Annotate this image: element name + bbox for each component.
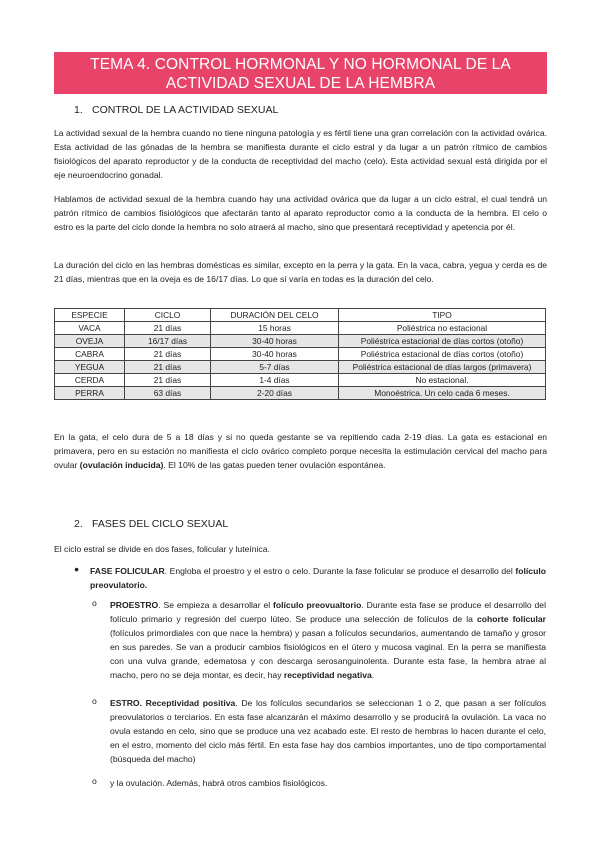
sub1-text-f: (folículos primordiales con que nace la hembra) y pasan a folículos secundarios, aumentando de tamaño y grosor en sus paredes. Se van a producir cambios fisiológicos en el útero y mucosa vaginal. En la perra se manifiesta con una vulva grande, edematosa y con descarga serosanguinolenta. Durante esta fase, la hembra atrae al macho, pero no se deja montar, es decir, hay xyxy=(110,628,546,680)
bullet1-bold-c: folículo preovulatorio. xyxy=(90,566,546,590)
header-duracion: DURACIÓN DEL CELO xyxy=(211,309,339,322)
title-line-2: ACTIVIDAD SEXUAL DE LA HEMBRA xyxy=(165,75,436,92)
circle-bullet-icon: o xyxy=(92,598,97,608)
table-cell: Poliéstrica no estacional xyxy=(339,322,546,335)
table-cell: 21 días xyxy=(125,348,211,361)
table-cell: 5-7 días xyxy=(211,361,339,374)
table-cell: PERRA xyxy=(55,387,125,400)
table-row xyxy=(55,335,546,348)
table-row xyxy=(55,348,546,361)
bullet-icon: ● xyxy=(74,564,80,574)
bullet-fase-folicular xyxy=(90,564,546,592)
section-1-number: 1. xyxy=(74,104,83,116)
bullet1-text: . Engloba el proestro y el estro o celo. Durante la fase folicular se produce el desarrollo del xyxy=(164,566,516,576)
table-row xyxy=(55,387,546,400)
p4-text-c: . El 10% de las gatas pueden tener ovulación espontánea. xyxy=(163,460,386,470)
paragraph-4 xyxy=(54,430,547,472)
table-cell: 21 días xyxy=(125,361,211,374)
paragraph-5: El ciclo estral se divide en dos fases, folicular y luteínica. xyxy=(54,544,270,554)
table-cell: 63 días xyxy=(125,387,211,400)
circle-bullet-icon: o xyxy=(92,696,97,706)
circle-bullet-icon: o xyxy=(92,776,97,786)
table-row xyxy=(55,374,546,387)
page-title xyxy=(54,52,547,94)
sub2-text-b: . De los folículos secundarios se seleccionan 1 o 2, que pasan a ser folículos preovulatorios o terciarios. En esta fase alcanzarán el máximo desarrollo y se producirá la ovulación. La vaca no ovula estando en celo, sino que se produce una vez acabado este. El resto de hembras lo hacen durante el celo, en el estro, momento del ciclo más fértil. En esta fase hay dos cambios importantes, uno de tipo comportamental (búsqueda del macho) xyxy=(110,698,546,764)
sub1-bold-g: receptividad negativa xyxy=(283,670,372,680)
table-cell: 15 horas xyxy=(211,322,339,335)
species-table xyxy=(54,308,546,400)
p4-text-a: En la gata, el celo dura de 5 a 18 días y si no queda gestante se va repitiendo cada 2-19 días. La gata es estacional en primavera, pero en su estación no manifiesta el ciclo ovárico completo porque necesita la estimulación cervical del macho para ovular xyxy=(54,432,547,470)
section-2-heading xyxy=(74,518,228,530)
sub1-bold-c: folículo preovualtorio xyxy=(273,600,362,610)
table-cell: 21 días xyxy=(125,322,211,335)
table-cell: CERDA xyxy=(55,374,125,387)
section-1-heading xyxy=(74,104,278,116)
table-cell: 30-40 horas xyxy=(211,348,339,361)
table-cell: OVEJA xyxy=(55,335,125,348)
sub-item-proestro xyxy=(110,598,546,682)
paragraph-3: La duración del ciclo en las hembras domésticas es similar, excepto en la perra y la gata. En la vaca, cabra, yegua y cerda es de 21 días, mientras que en la oveja es de 16/17 días. Lo que sí varía en todas es la duración del celo. xyxy=(54,260,547,284)
table-cell: 21 días xyxy=(125,374,211,387)
sub1-text-h: . xyxy=(371,670,375,680)
sub-item-estro xyxy=(110,696,546,766)
section-1-title: CONTROL DE LA ACTIVIDAD SEXUAL xyxy=(92,104,279,116)
table-row xyxy=(55,361,546,374)
header-especie: ESPECIE xyxy=(55,309,125,322)
table-cell: Poliéstrica estacional de días largos (primavera) xyxy=(339,361,546,374)
p4-bold: (ovulación inducida) xyxy=(79,460,164,470)
table-cell: Poliéstrica estacional de días cortos (otoño) xyxy=(339,348,546,361)
table-header-row xyxy=(55,309,546,322)
title-line-1: TEMA 4. CONTROL HORMONAL Y NO HORMONAL DE LA xyxy=(90,56,511,73)
table-cell: Poliéstrica estacional de días cortos (otoño) xyxy=(339,335,546,348)
header-ciclo: CICLO xyxy=(125,309,211,322)
bullet1-bold-a: FASE FOLICULAR xyxy=(90,566,165,576)
sub1-bold-a: PROESTRO xyxy=(110,600,159,610)
sub-item-ovulacion: y la ovulación. Además, habrá otros cambios fisiológicos. xyxy=(110,778,328,788)
table-cell: 2-20 días xyxy=(211,387,339,400)
paragraph-2: Hablamos de actividad sexual de la hembra cuando hay una actividad ovárica que da lugar a un ciclo estral, el cual tendrá un patrón rítmico de cambios fisiológicos que afectarán tanto al aparato reproductor como a la conducta de la hembra. El celo o estro es la parte del ciclo donde la hembra no solo atraerá al macho, sino que presentará receptividad y apetencia por él. xyxy=(54,194,547,232)
table-cell: YEGUA xyxy=(55,361,125,374)
table-cell: CABRA xyxy=(55,348,125,361)
section-2-title: FASES DEL CICLO SEXUAL xyxy=(92,518,229,530)
table-cell: No estacional. xyxy=(339,374,546,387)
table-cell: Monoéstrica. Un celo cada 6 meses. xyxy=(339,387,546,400)
sub1-text-b: . Se empieza a desarrollar el xyxy=(158,600,274,610)
section-2-number: 2. xyxy=(74,518,83,530)
table-row xyxy=(55,322,546,335)
sub1-bold-e: cohorte folicular xyxy=(477,614,546,624)
sub2-bold-a: ESTRO. Receptividad positiva xyxy=(110,698,236,708)
table-cell: 30-40 horas xyxy=(211,335,339,348)
sub1-text-d: . Durante esta fase se produce el desarrollo del folículo primario y regresión del cuerpo lúteo. Se produce una selección de folículos de la xyxy=(110,600,546,624)
table-cell: 16/17 días xyxy=(125,335,211,348)
table-cell: VACA xyxy=(55,322,125,335)
table-cell: 1-4 días xyxy=(211,374,339,387)
paragraph-1: La actividad sexual de la hembra cuando no tiene ninguna patología y es fértil tiene una gran correlación con la actividad ovárica. Esta actividad de las gónadas de la hembra se manifiesta durante el ciclo estral y da lugar a un patrón rítmico de cambios fisiológicos del aparato reproductor y de la conducta de receptividad del macho (celo). Esta actividad sexual está dirigida por el eje neuroendocrino gonadal. xyxy=(54,128,547,180)
header-tipo: TIPO xyxy=(339,309,546,322)
